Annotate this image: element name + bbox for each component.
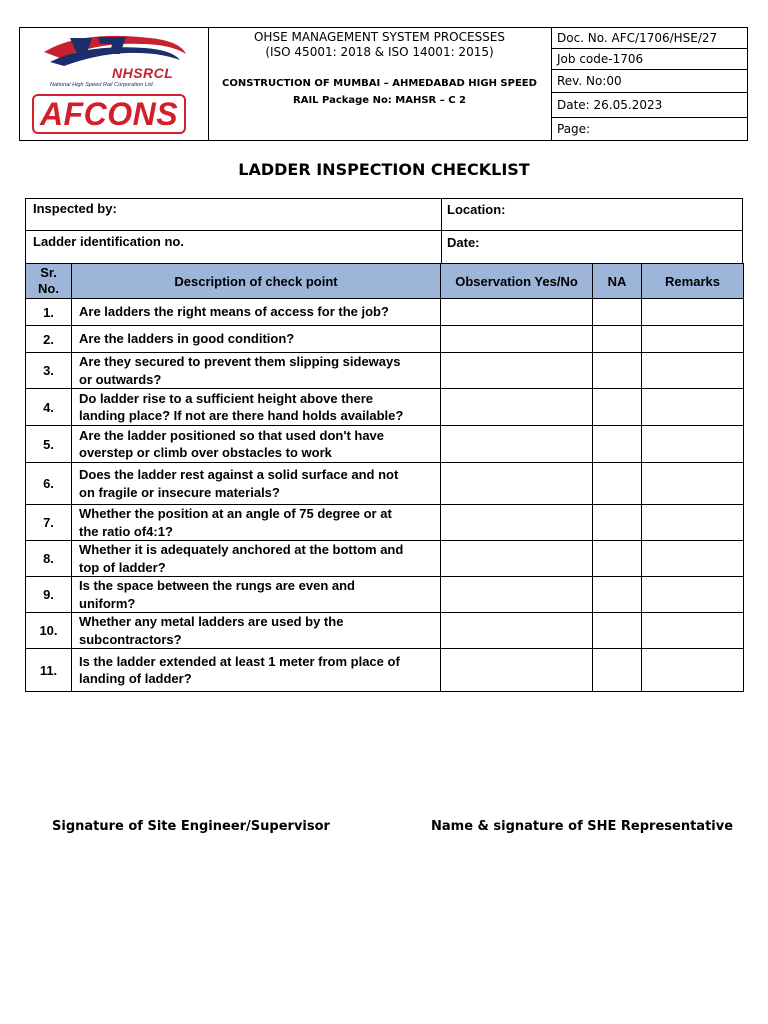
- observation-header: Observation Yes/No: [441, 264, 593, 299]
- project-name-line2: RAIL Package No: MAHSR – C 2: [293, 95, 466, 106]
- check-point-description: Whether the position at an angle of 75 degree or at the ratio of4:1?: [72, 505, 441, 541]
- check-point-description: Are they secured to prevent them slipping sideways or outwards?: [72, 353, 441, 389]
- row-number: 10.: [26, 613, 72, 649]
- check-point-description: Do ladder rise to a sufficient height above there landing place? If not are there hand holds available?: [72, 389, 441, 426]
- remarks-cell[interactable]: [642, 649, 744, 692]
- observation-cell[interactable]: [441, 577, 593, 613]
- check-point-description: Is the space between the rungs are even and uniform?: [72, 577, 441, 613]
- row-number: 8.: [26, 541, 72, 577]
- page-number: Page:: [557, 122, 591, 136]
- observation-cell[interactable]: [441, 505, 593, 541]
- table-row: [26, 505, 744, 541]
- sr-no-header: Sr. No.: [26, 264, 72, 299]
- na-cell[interactable]: [593, 389, 642, 426]
- table-row: [26, 613, 744, 649]
- logo-cell: [20, 28, 209, 140]
- row-number: 6.: [26, 463, 72, 505]
- na-cell[interactable]: [593, 505, 642, 541]
- check-point-description: Are the ladders in good condition?: [72, 326, 441, 353]
- document-date: Date: 26.05.2023: [551, 93, 747, 118]
- table-row: [26, 541, 744, 577]
- observation-cell[interactable]: [441, 353, 593, 389]
- remarks-cell[interactable]: [642, 389, 744, 426]
- observation-cell[interactable]: [441, 299, 593, 326]
- na-cell[interactable]: [593, 463, 642, 505]
- na-cell[interactable]: [593, 426, 642, 463]
- na-cell[interactable]: [593, 299, 642, 326]
- remarks-cell[interactable]: [642, 505, 744, 541]
- check-point-description: Whether any metal ladders are used by the subcontractors?: [72, 613, 441, 649]
- na-header: NA: [593, 264, 642, 299]
- check-point-description: Is the ladder extended at least 1 meter from place of landing of ladder?: [72, 649, 441, 692]
- document-control-cell: [551, 28, 747, 140]
- na-cell[interactable]: [593, 541, 642, 577]
- table-row: [26, 577, 744, 613]
- remarks-cell[interactable]: [642, 541, 744, 577]
- observation-cell[interactable]: [441, 389, 593, 426]
- inspection-info-table: [25, 198, 743, 264]
- system-title: OHSE MANAGEMENT SYSTEM PROCESSES: [253, 30, 505, 44]
- site-engineer-signature-label: Signature of Site Engineer/Supervisor: [52, 819, 330, 834]
- table-row: [26, 353, 744, 389]
- check-point-description: Are ladders the right means of access for the job?: [72, 299, 441, 326]
- row-number: 2.: [26, 326, 72, 353]
- location-field[interactable]: Location:: [447, 202, 506, 217]
- remarks-cell[interactable]: [642, 463, 744, 505]
- table-row: [26, 299, 744, 326]
- checklist-table: [25, 263, 744, 692]
- observation-cell[interactable]: [441, 463, 593, 505]
- remarks-cell[interactable]: [642, 299, 744, 326]
- date-field[interactable]: Date:: [447, 235, 480, 250]
- afcons-logo: [32, 94, 186, 134]
- check-point-description: Whether it is adequately anchored at the bottom and top of ladder?: [72, 541, 441, 577]
- observation-cell[interactable]: [441, 649, 593, 692]
- row-number: 11.: [26, 649, 72, 692]
- table-row: [26, 426, 744, 463]
- na-cell[interactable]: [593, 577, 642, 613]
- document-header: [19, 27, 748, 141]
- observation-cell[interactable]: [441, 426, 593, 463]
- row-number: 4.: [26, 389, 72, 426]
- she-representative-signature-label: Name & signature of SHE Representative: [431, 819, 734, 834]
- row-number: 7.: [26, 505, 72, 541]
- remarks-cell[interactable]: [642, 613, 744, 649]
- remarks-cell[interactable]: [642, 326, 744, 353]
- check-point-description: Are the ladder positioned so that used don't have overstep or climb over obstacles to work: [72, 426, 441, 463]
- table-row: [26, 326, 744, 353]
- check-point-description: Does the ladder rest against a solid surface and not on fragile or insecure materials?: [72, 463, 441, 505]
- page-title: LADDER INSPECTION CHECKLIST: [238, 160, 530, 179]
- nhsrcl-logo-subtitle: National High Speed Rail Corporation Ltd.: [50, 82, 155, 88]
- row-number: 9.: [26, 577, 72, 613]
- remarks-header: Remarks: [642, 264, 744, 299]
- row-number: 3.: [26, 353, 72, 389]
- project-name-line1: CONSTRUCTION OF MUMBAI – AHMEDABAD HIGH SPEED: [222, 78, 537, 89]
- inspected-by-field[interactable]: Inspected by:: [33, 201, 117, 216]
- observation-cell[interactable]: [441, 613, 593, 649]
- afcons-logo-text: AFCONS: [39, 96, 179, 132]
- na-cell[interactable]: [593, 326, 642, 353]
- na-cell[interactable]: [593, 649, 642, 692]
- table-row: [26, 649, 744, 692]
- row-number: 1.: [26, 299, 72, 326]
- description-header: Description of check point: [72, 264, 441, 299]
- doc-number: Doc. No. AFC/1706/HSE/27: [551, 28, 747, 49]
- table-row: [26, 389, 744, 426]
- row-number: 5.: [26, 426, 72, 463]
- ladder-id-field[interactable]: Ladder identification no.: [33, 234, 184, 249]
- iso-standards: (ISO 45001: 2018 & ISO 14001: 2015): [265, 45, 494, 59]
- remarks-cell[interactable]: [642, 353, 744, 389]
- table-header-row: [26, 264, 744, 299]
- na-cell[interactable]: [593, 613, 642, 649]
- remarks-cell[interactable]: [642, 426, 744, 463]
- remarks-cell[interactable]: [642, 577, 744, 613]
- observation-cell[interactable]: [441, 541, 593, 577]
- header-title-cell: [208, 28, 552, 140]
- observation-cell[interactable]: [441, 326, 593, 353]
- table-row: [26, 463, 744, 505]
- job-code: Job code-1706: [551, 49, 747, 70]
- na-cell[interactable]: [593, 353, 642, 389]
- nhsrcl-logo-text: NHSRCL: [112, 65, 174, 81]
- revision-number: Rev. No:00: [551, 70, 747, 93]
